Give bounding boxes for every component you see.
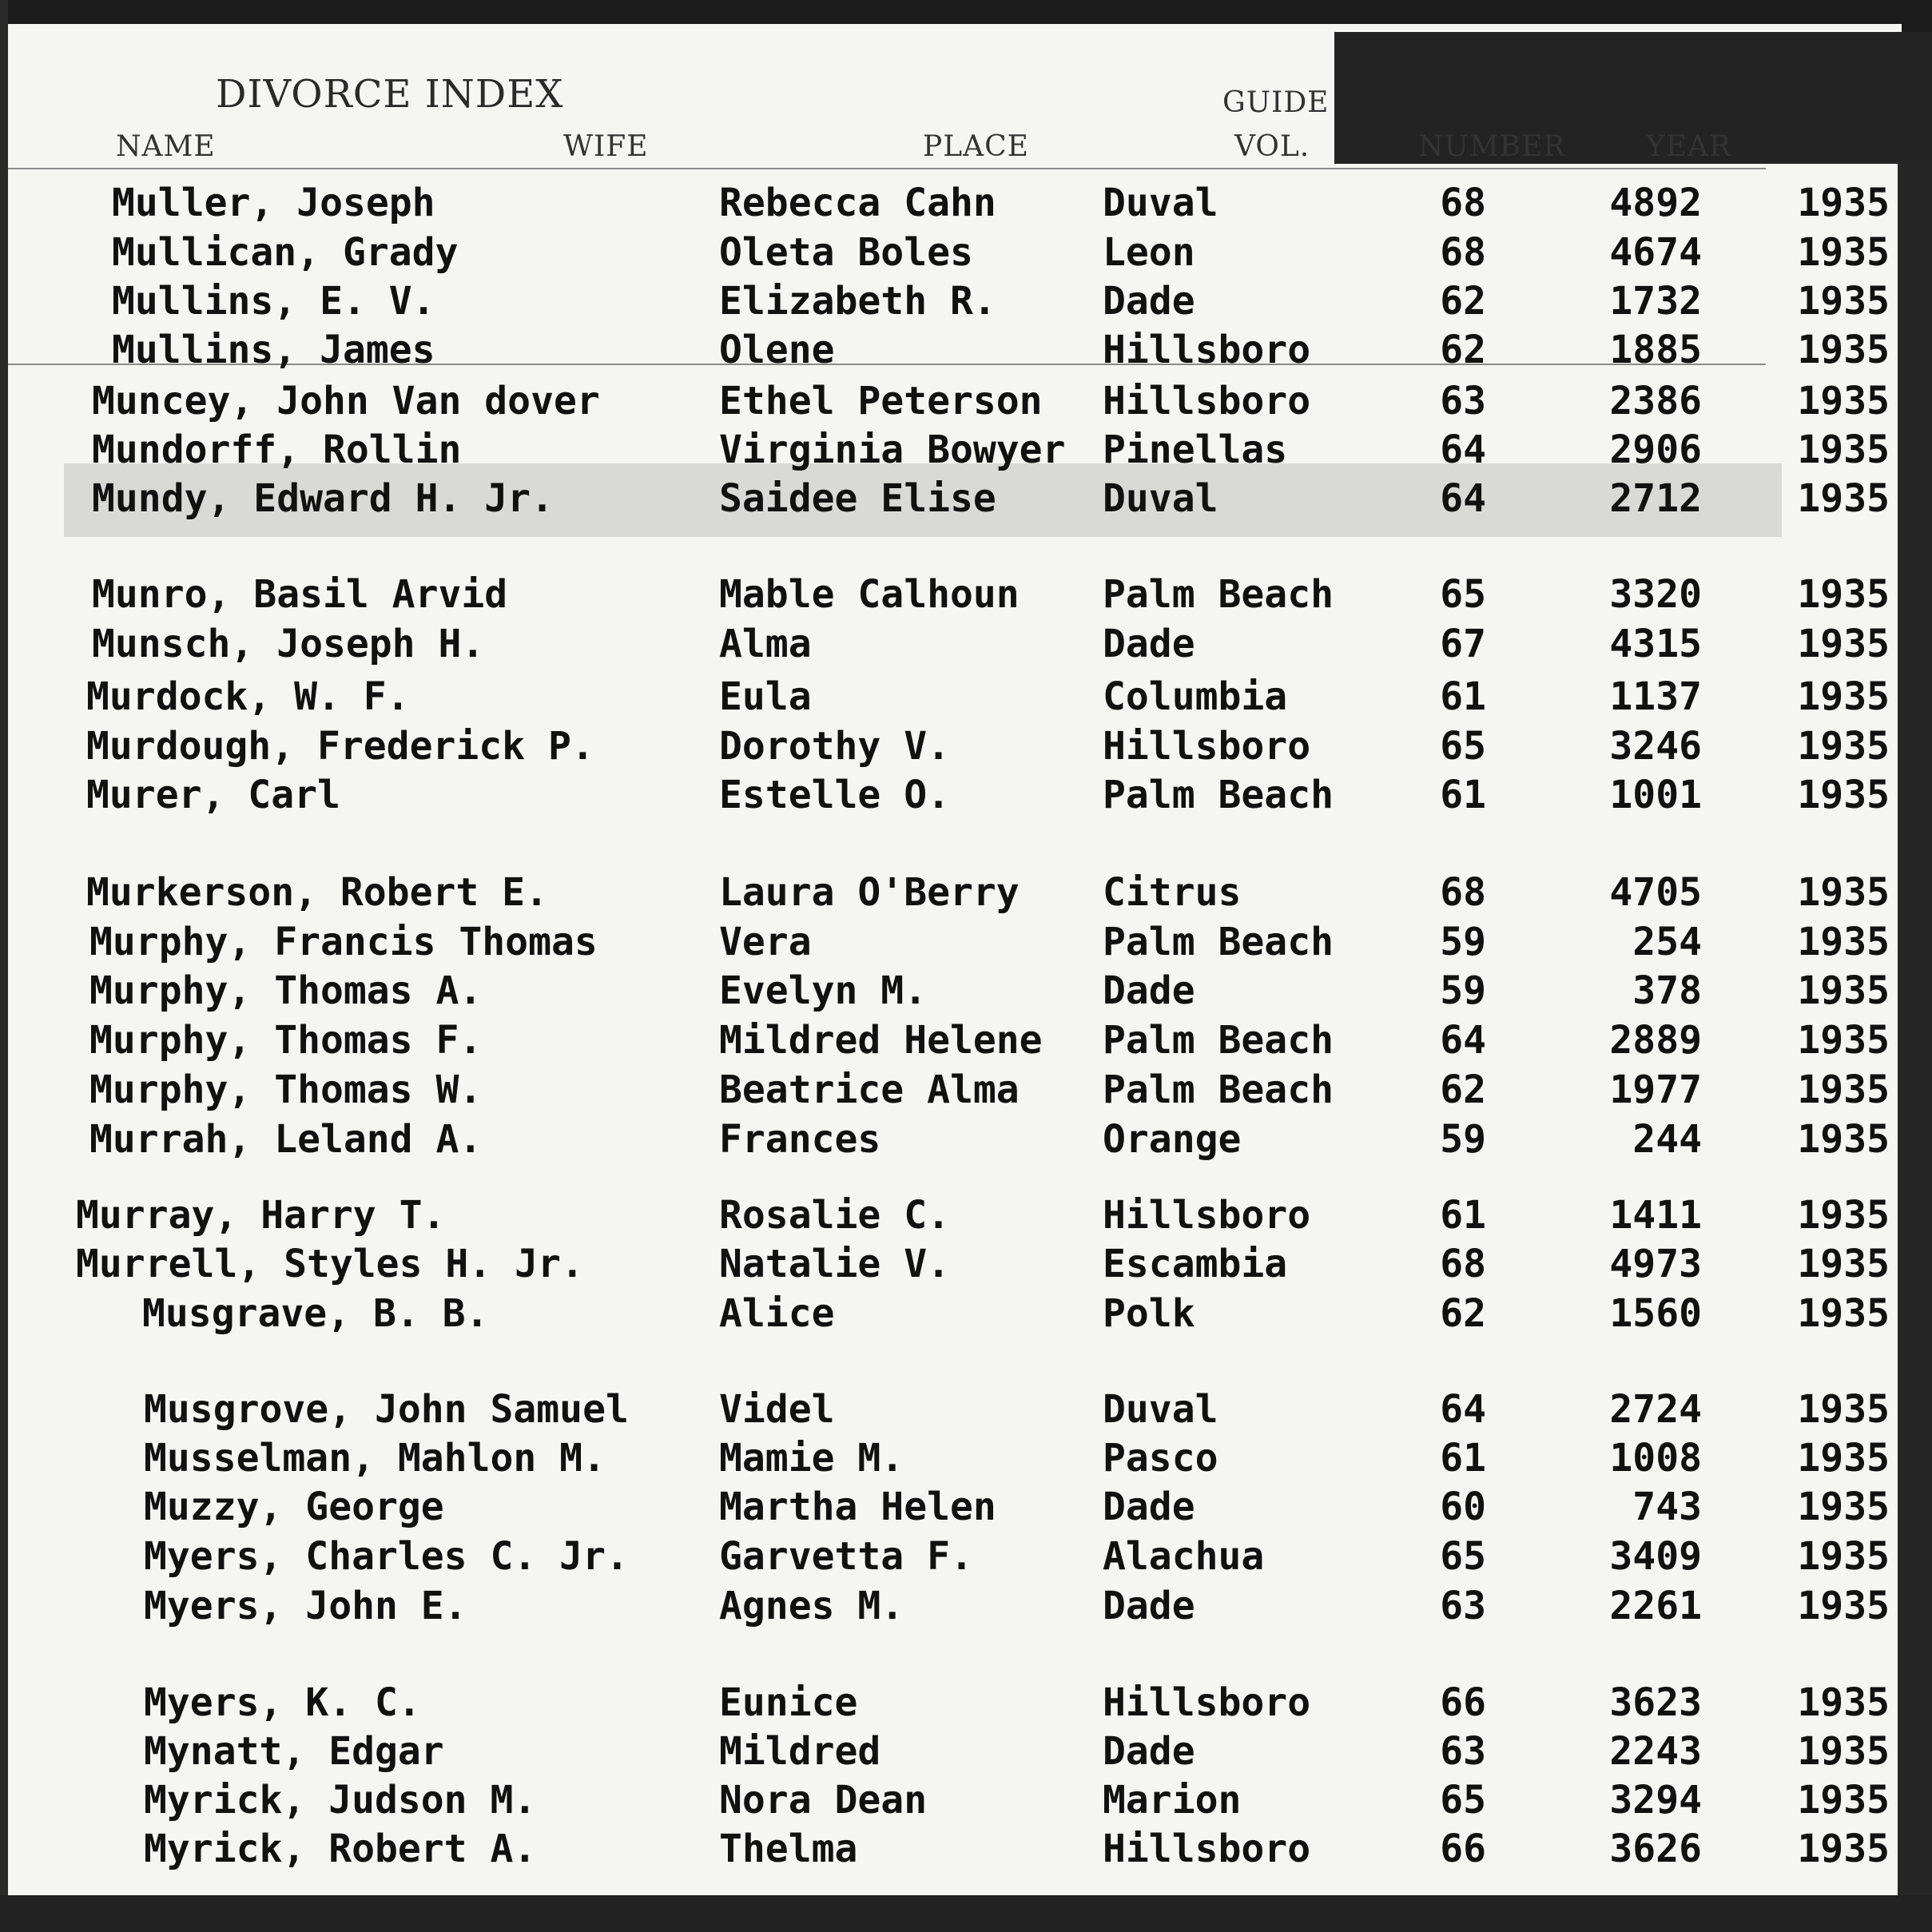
- record-place: Duval: [1103, 181, 1218, 225]
- record-vol: 59: [1440, 968, 1486, 1013]
- record-vol: 64: [1440, 1387, 1486, 1432]
- record-name: Mullican, Grady: [112, 230, 459, 275]
- record-number: 244: [1632, 1117, 1702, 1162]
- record-name: Myers, K. C.: [144, 1680, 421, 1725]
- record-number: 4892: [1609, 181, 1702, 225]
- record-number: 3246: [1609, 724, 1702, 769]
- record-number: 1977: [1609, 1067, 1702, 1112]
- record-vol: 64: [1440, 427, 1486, 472]
- record-number: 378: [1632, 968, 1702, 1013]
- scan-right-border: [1898, 160, 1932, 1932]
- record-number: 743: [1632, 1485, 1702, 1529]
- record-place: Hillsboro: [1103, 379, 1311, 423]
- record-year: 1935: [1797, 1534, 1890, 1579]
- record-name: Mundy, Edward H. Jr.: [92, 476, 554, 521]
- record-number: 4973: [1609, 1242, 1702, 1286]
- record-name: Myers, Charles C. Jr.: [144, 1534, 629, 1579]
- record-year: 1935: [1797, 572, 1890, 617]
- record-vol: 65: [1440, 572, 1486, 617]
- record-vol: 61: [1440, 1436, 1486, 1481]
- record-year: 1935: [1797, 968, 1890, 1013]
- record-number: 2386: [1609, 379, 1702, 423]
- record-number: 3626: [1609, 1827, 1702, 1871]
- record-year: 1935: [1797, 427, 1890, 472]
- record-place: Dade: [1103, 1729, 1195, 1774]
- record-vol: 61: [1440, 773, 1486, 817]
- record-year: 1935: [1797, 622, 1890, 666]
- record-number: 1560: [1609, 1291, 1702, 1336]
- record-wife: Martha Helen: [719, 1485, 996, 1529]
- record-vol: 62: [1440, 279, 1486, 324]
- record-year: 1935: [1797, 1436, 1890, 1481]
- record-wife: Saidee Elise: [719, 476, 996, 521]
- record-wife: Estelle O.: [719, 773, 950, 817]
- record-number: 4674: [1609, 230, 1702, 275]
- record-name: Murphy, Thomas F.: [89, 1018, 483, 1063]
- record-number: 1732: [1609, 279, 1702, 324]
- record-wife: Mable Calhoun: [719, 572, 1020, 617]
- record-name: Murphy, Thomas W.: [89, 1067, 483, 1112]
- record-number: 3320: [1609, 572, 1702, 617]
- record-number: 2724: [1609, 1387, 1702, 1432]
- record-name: Murphy, Francis Thomas: [89, 920, 598, 964]
- record-wife: Evelyn M.: [719, 968, 928, 1013]
- record-number: 4705: [1609, 870, 1702, 915]
- record-number: 1001: [1609, 773, 1702, 817]
- record-wife: Alma: [719, 622, 812, 666]
- record-year: 1935: [1797, 1117, 1890, 1162]
- record-place: Hillsboro: [1103, 1827, 1311, 1871]
- record-vol: 68: [1440, 1242, 1486, 1286]
- record-wife: Garvetta F.: [719, 1534, 973, 1579]
- column-header-wife: WIFE: [563, 130, 649, 163]
- record-wife: Natalie V.: [719, 1242, 950, 1286]
- record-name: Myrick, Judson M.: [144, 1778, 537, 1823]
- record-wife: Dorothy V.: [719, 724, 950, 769]
- record-place: Hillsboro: [1103, 1193, 1311, 1238]
- record-year: 1935: [1797, 773, 1890, 817]
- record-place: Palm Beach: [1103, 1067, 1334, 1112]
- record-name: Mullins, James: [112, 328, 435, 372]
- guide-label: GUIDE: [1222, 86, 1330, 119]
- column-header-number: NUMBER: [1418, 130, 1566, 163]
- record-wife: Vera: [719, 920, 812, 964]
- record-wife: Beatrice Alma: [719, 1067, 1020, 1112]
- record-place: Polk: [1103, 1291, 1195, 1336]
- record-name: Murdock, W. F.: [86, 674, 410, 719]
- record-place: Pasco: [1103, 1436, 1218, 1481]
- record-name: Musselman, Mahlon M.: [144, 1436, 606, 1481]
- record-number: 2906: [1609, 427, 1702, 472]
- record-year: 1935: [1797, 1242, 1890, 1286]
- record-wife: Ethel Peterson: [719, 379, 1043, 423]
- record-name: Myers, John E.: [144, 1584, 467, 1628]
- record-place: Columbia: [1103, 674, 1288, 719]
- record-year: 1935: [1797, 870, 1890, 915]
- record-name: Musgrave, B. B.: [142, 1291, 489, 1336]
- record-wife: Olene: [719, 328, 835, 372]
- record-place: Dade: [1103, 279, 1195, 324]
- record-place: Palm Beach: [1103, 773, 1334, 817]
- record-wife: Mildred Helene: [719, 1018, 1043, 1063]
- record-vol: 60: [1440, 1485, 1486, 1529]
- record-year: 1935: [1797, 181, 1890, 225]
- record-year: 1935: [1797, 279, 1890, 324]
- column-header-place: PLACE: [923, 130, 1029, 163]
- record-wife: Thelma: [719, 1827, 858, 1871]
- record-wife: Mildred: [719, 1729, 881, 1774]
- column-header-name: NAME: [116, 130, 216, 163]
- record-name: Murrell, Styles H. Jr.: [76, 1242, 584, 1286]
- record-year: 1935: [1797, 1291, 1890, 1336]
- record-name: Musgrove, John Samuel: [144, 1387, 629, 1432]
- record-place: Citrus: [1103, 870, 1242, 915]
- record-name: Murphy, Thomas A.: [89, 968, 483, 1013]
- record-place: Hillsboro: [1103, 328, 1311, 372]
- header-rule: [8, 168, 1766, 169]
- record-wife: Alice: [719, 1291, 835, 1336]
- column-header-vol: VOL.: [1234, 130, 1310, 163]
- record-place: Orange: [1103, 1117, 1242, 1162]
- record-place: Palm Beach: [1103, 920, 1334, 964]
- record-wife: Rosalie C.: [719, 1193, 950, 1238]
- record-wife: Laura O'Berry: [719, 870, 1020, 915]
- record-vol: 63: [1440, 379, 1486, 423]
- record-vol: 65: [1440, 1778, 1486, 1823]
- record-number: 1008: [1609, 1436, 1702, 1481]
- record-vol: 66: [1440, 1827, 1486, 1871]
- record-year: 1935: [1797, 379, 1890, 423]
- record-year: 1935: [1797, 476, 1890, 521]
- record-year: 1935: [1797, 230, 1890, 275]
- record-place: Hillsboro: [1103, 1680, 1311, 1725]
- column-header-year: YEAR: [1646, 130, 1732, 163]
- record-wife: Virginia Bowyer: [719, 427, 1066, 472]
- record-number: 1137: [1609, 674, 1702, 719]
- record-vol: 64: [1440, 1018, 1486, 1063]
- record-name: Murrah, Leland A.: [89, 1117, 483, 1162]
- record-vol: 61: [1440, 1193, 1486, 1238]
- record-place: Dade: [1103, 1485, 1195, 1529]
- record-place: Duval: [1103, 476, 1218, 521]
- record-vol: 67: [1440, 622, 1486, 666]
- record-place: Dade: [1103, 622, 1195, 666]
- record-year: 1935: [1797, 328, 1890, 372]
- record-name: Myrick, Robert A.: [144, 1827, 537, 1871]
- record-place: Pinellas: [1103, 427, 1288, 472]
- record-name: Mynatt, Edgar: [144, 1729, 444, 1774]
- record-name: Munsch, Joseph H.: [92, 622, 485, 666]
- record-year: 1935: [1797, 1067, 1890, 1112]
- record-vol: 62: [1440, 328, 1486, 372]
- record-number: 3623: [1609, 1680, 1702, 1725]
- record-name: Muncey, John Van dover: [92, 379, 600, 423]
- record-year: 1935: [1797, 1827, 1890, 1871]
- record-place: Hillsboro: [1103, 724, 1311, 769]
- record-place: Palm Beach: [1103, 572, 1334, 617]
- record-vol: 66: [1440, 1680, 1486, 1725]
- record-year: 1935: [1797, 1485, 1890, 1529]
- record-place: Palm Beach: [1103, 1018, 1334, 1063]
- record-vol: 63: [1440, 1584, 1486, 1628]
- record-name: Murkerson, Robert E.: [86, 870, 548, 915]
- record-number: 2712: [1609, 476, 1702, 521]
- record-name: Mundorff, Rollin: [92, 427, 462, 472]
- record-place: Leon: [1103, 230, 1195, 275]
- record-name: Murdough, Frederick P.: [86, 724, 594, 769]
- record-name: Muller, Joseph: [112, 181, 435, 225]
- record-vol: 65: [1440, 1534, 1486, 1579]
- record-wife: Nora Dean: [719, 1778, 928, 1823]
- record-number: 3294: [1609, 1778, 1702, 1823]
- record-wife: Videl: [719, 1387, 835, 1432]
- record-place: Dade: [1103, 968, 1195, 1013]
- record-place: Duval: [1103, 1387, 1218, 1432]
- record-vol: 62: [1440, 1291, 1486, 1336]
- record-name: Murer, Carl: [86, 773, 340, 817]
- record-vol: 62: [1440, 1067, 1486, 1112]
- record-vol: 64: [1440, 476, 1486, 521]
- record-number: 254: [1632, 920, 1702, 964]
- record-wife: Elizabeth R.: [719, 279, 996, 324]
- record-wife: Eula: [719, 674, 812, 719]
- record-year: 1935: [1797, 724, 1890, 769]
- record-wife: Oleta Boles: [719, 230, 973, 275]
- record-number: 2261: [1609, 1584, 1702, 1628]
- document-title: DIVORCE INDEX: [216, 72, 564, 117]
- record-vol: 68: [1440, 870, 1486, 915]
- record-year: 1935: [1797, 1584, 1890, 1628]
- record-place: Alachua: [1103, 1534, 1265, 1579]
- record-place: Escambia: [1103, 1242, 1288, 1286]
- record-vol: 59: [1440, 920, 1486, 964]
- record-number: 1885: [1609, 328, 1702, 372]
- record-number: 2889: [1609, 1018, 1702, 1063]
- scan-left-border: [0, 0, 8, 1932]
- record-year: 1935: [1797, 1778, 1890, 1823]
- record-year: 1935: [1797, 1193, 1890, 1238]
- record-vol: 59: [1440, 1117, 1486, 1162]
- record-place: Dade: [1103, 1584, 1195, 1628]
- scan-bottom-border: [0, 1895, 1932, 1932]
- record-wife: Eunice: [719, 1680, 858, 1725]
- record-year: 1935: [1797, 674, 1890, 719]
- record-name: Murray, Harry T.: [76, 1193, 446, 1238]
- record-name: Munro, Basil Arvid: [92, 572, 508, 617]
- record-year: 1935: [1797, 1680, 1890, 1725]
- record-year: 1935: [1797, 1387, 1890, 1432]
- record-number: 4315: [1609, 622, 1702, 666]
- record-number: 1411: [1609, 1193, 1702, 1238]
- record-number: 3409: [1609, 1534, 1702, 1579]
- record-year: 1935: [1797, 1729, 1890, 1774]
- record-year: 1935: [1797, 920, 1890, 964]
- record-name: Muzzy, George: [144, 1485, 444, 1529]
- record-number: 2243: [1609, 1729, 1702, 1774]
- record-vol: 63: [1440, 1729, 1486, 1774]
- record-vol: 61: [1440, 674, 1486, 719]
- record-name: Mullins, E. V.: [112, 279, 435, 324]
- record-vol: 68: [1440, 230, 1486, 275]
- record-place: Marion: [1103, 1778, 1242, 1823]
- record-year: 1935: [1797, 1018, 1890, 1063]
- record-wife: Frances: [719, 1117, 881, 1162]
- record-wife: Mamie M.: [719, 1436, 904, 1481]
- record-vol: 68: [1440, 181, 1486, 225]
- record-wife: Rebecca Cahn: [719, 181, 996, 225]
- record-wife: Agnes M.: [719, 1584, 904, 1628]
- record-vol: 65: [1440, 724, 1486, 769]
